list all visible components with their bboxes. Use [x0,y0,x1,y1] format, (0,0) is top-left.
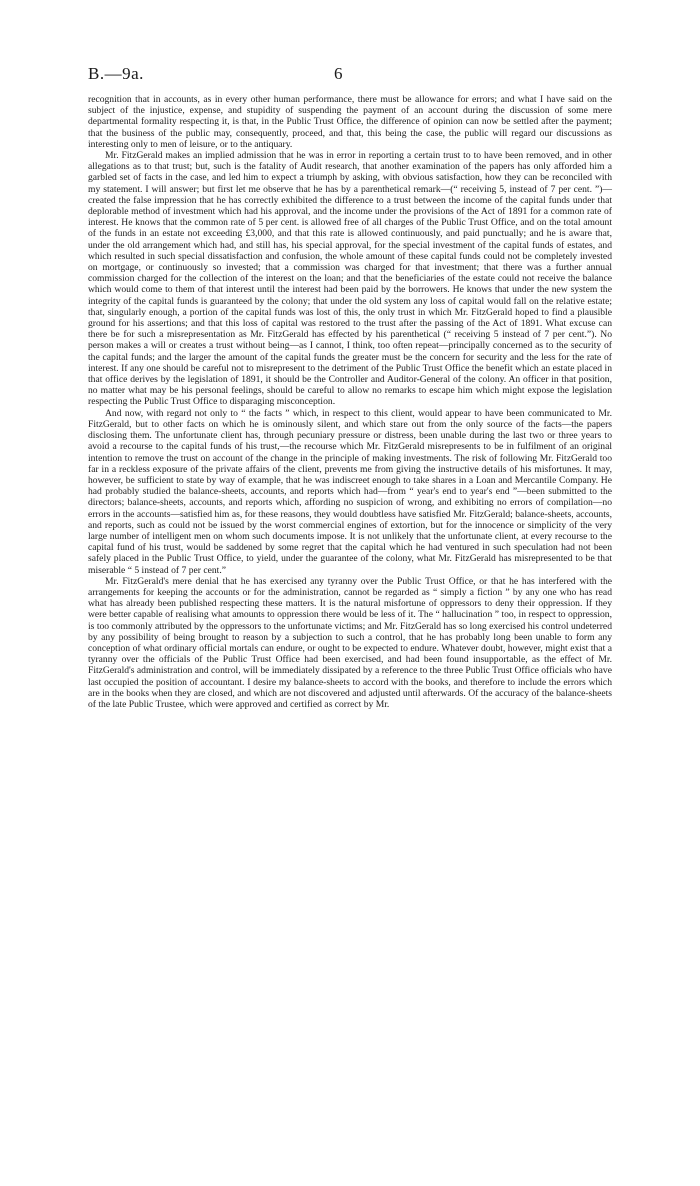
document-reference: B.—9a. [88,64,144,83]
paragraph: recognition that in accounts, as in every other human performance, there must be allowance for errors; and what I have said on the subject of the injustice, expense, and stupidity of suspending the payment of an account during the discussion of some mere departmental formality respecting it, is that, in the Public Trust Office, the difference of opinion can now be settled after the payment; that the business of the public may, consequently, proceed, and that, this being the case, the public will regard our discussions as interesting only to men of leisure, or to the antiquary. [88,94,612,150]
paragraph: Mr. FitzGerald makes an implied admission that he was in error in reporting a certain trust to to have been removed, and in other allegations as to that trust; but, such is the fatality of Audit research, that another examination of the papers has only afforded him a garbled set of facts in the case, and led him to expect a triumph by asking, with obvious satisfaction, how they can be reconciled with my statement. I will answer; but first let me observe that he has by a parenthetical remark—(“ receiving 5, instead of 7 per cent. ”)—created the false impression that he has correctly exhibited the difference to a trust between the income of the capital funds under that deplorable method of investment which had his approval, and the income under the provisions of the Act of 1891 for a common rate of interest. He knows that the common rate of 5 per cent. is allowed free of all charges of the Public Trust Office, and on the total amount of the funds in an estate not exceeding £3,000, and that this rate is allowed continuously, and paid punctually; and he is aware that, under the old arrangement which had, and still has, his special approval, for the special investment of the capital funds of estates, and which resulted in such special dissatisfaction and confusion, the whole amount of these capital funds could not be completely invested on mortgage, or continuously so invested; that a commission was charged for that investment; that there was a further annual commission charged for the collection of the interest on the loan; and that the beneficiaries of the estate could not receive the balance which would come to them of that interest until the interest had been paid by the borrowers. He knows that under the new system the integrity of the capital funds is guaranteed by the colony; that under the old system any loss of capital would fall on the relative estate; that, singularly enough, a portion of the capital funds was lost of this, the only trust in which Mr. FitzGerald hoped to find a plausible ground for his assertions; and that this loss of capital was restored to the trust after the passing of the Act of 1891. What excuse can there be for such a misrepresentation as Mr. FitzGerald has effected by his parenthetical (“ receiving 5 instead of 7 per cent.”). No person makes a will or creates a trust without being—as I cannot, I think, too often repeat—principally concerned as to the security of the capital funds; and the larger the amount of the capital funds the greater must be the concern for security and the less for the rate of interest. If any one should be careful not to misrepresent to the detriment of the Public Trust Office the benefit which an estate placed in that office derives by the legislation of 1891, it should be the Controller and Auditor-General of the colony. An officer in that position, no matter what may be his personal feelings, should be careful to allow no remarks to escape him which might expose the legislation respecting the Public Trust Office to disparaging misconception. [88,150,612,408]
page-header [88,64,612,86]
paragraph: And now, with regard not only to “ the facts ” which, in respect to this client, would appear to have been communicated to Mr. FitzGerald, but to other facts on which he is ominously silent, and which stare out from the only source of the facts—the papers disclosing them. The unfortunate client has, through pecuniary pressure or distress, been unable during the last two or three years to avoid a recourse to the capital funds of his trust,—the recourse which Mr. FitzGerald misrepresents to be in fulfilment of an original intention to remove the trust on account of the change in the principle of making investments. The risk of following Mr. FitzGerald too far in a reckless exposure of the private affairs of the client, prevents me from giving the instructive details of his misfortunes. It may, however, be sufficient to state by way of example, that he was indiscreet enough to take shares in a Loan and Mercantile Company. He had probably studied the balance-sheets, accounts, and reports which had—from “ year's end to year's end ”—been submitted to the directors; balance-sheets, accounts, and reports which, affording no suspicion of wrong, and exhibiting no errors of compilation—no errors in the accounts—satisfied him as, for these reasons, they would doubtless have satisfied Mr. FitzGerald; balance-sheets, accounts, and reports, such as could not be issued by the worst commercial engines of extortion, but for the innocence or simplicity of the very large number of intelligent men on whom such documents impose. It is not unlikely that the unfortunate client, at every recourse to the capital fund of his trust, would be saddened by some regret that the capital which he had ventured in such speculation had not been safely placed in the Public Trust Office, to yield, under the guarantee of the colony, what Mr. FitzGerald has misrepresented to be that miserable “ 5 instead of 7 per cent.” [88,407,612,576]
body-text [88,94,612,710]
page-number: 6 [334,64,343,83]
paragraph: Mr. FitzGerald's mere denial that he has exercised any tyranny over the Public Trust Office, or that he has interfered with the arrangements for keeping the accounts or for the administration, cannot be regarded as “ simply a fiction ” by any one who has read what has already been published respecting these matters. It is the natural misfortune of oppressors to deny their oppression. If they were better capable of realising what amounts to oppression there would be less of it. The “ hallucination ” too, in respect to oppression, is too commonly attributed by the oppressors to the unfortunate victims; and Mr. FitzGerald has so long exercised his control undeterred by any possibility of being brought to reason by a subjection to such a control, that he has probably long been unable to form any conception of what ordinary official mortals can endure, or ought to be expected to endure. Whatever doubt, however, might exist that a tyranny over the officials of the Public Trust Office had been exercised, and had been found insupportable, as the effect of Mr. FitzGerald's administration and control, will be immediately dissipated by a reference to the three Public Trust Office officials who have last occupied the position of accountant. I desire my balance-sheets to accord with the books, and therefore to include the errors which are in the books when they are closed, and which are not discovered and adjusted until afterwards. Of the accuracy of the balance-sheets of the late Public Trustee, which were approved and certified as correct by Mr. [88,575,612,710]
